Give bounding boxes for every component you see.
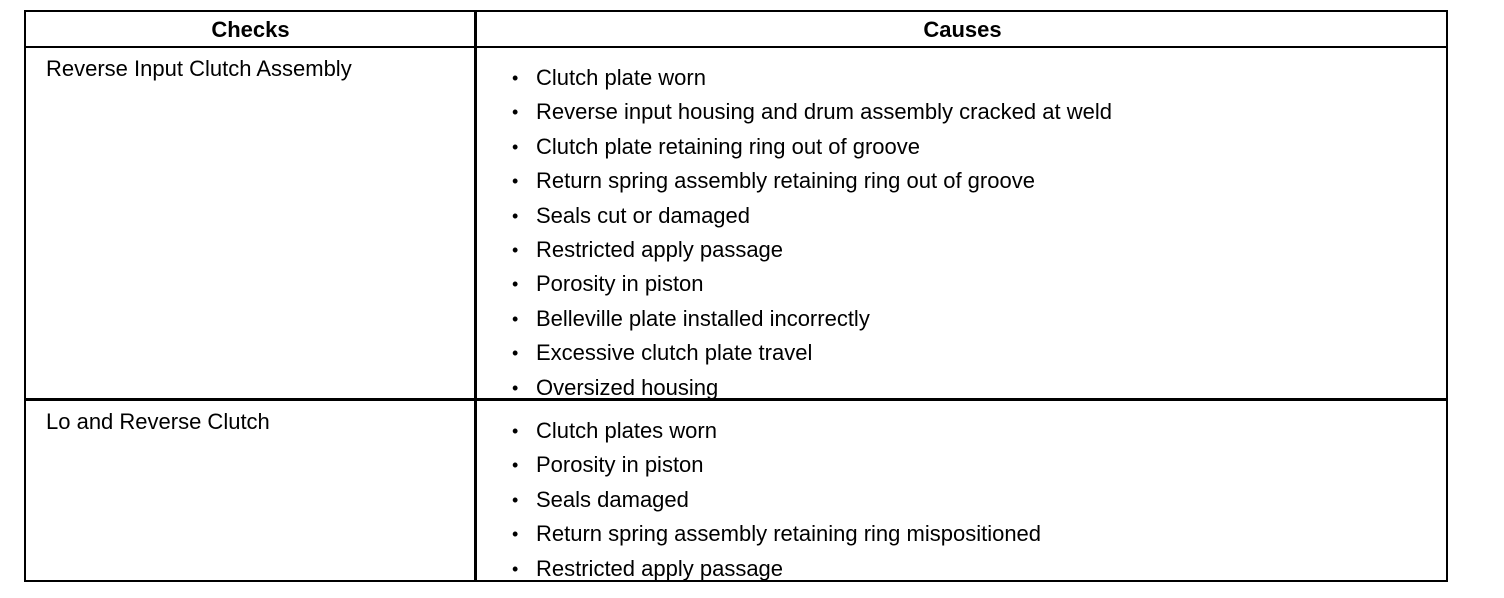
- cause-text: Clutch plate worn: [536, 65, 706, 90]
- cause-text: Porosity in piston: [536, 452, 704, 478]
- bullet-icon: •: [512, 343, 519, 364]
- table-row: [26, 48, 1446, 401]
- bullet-icon: •: [512, 489, 519, 510]
- bullet-icon: •: [512, 421, 519, 441]
- bullet-icon: •: [512, 377, 519, 398]
- cause-text: Belleville plate installed incorrectly: [536, 305, 870, 331]
- cause-text: Return spring assembly retaining ring out of groove: [536, 168, 1035, 194]
- cause-item: [512, 371, 1112, 405]
- cause-item: [512, 336, 1112, 370]
- cause-item: [512, 130, 1112, 164]
- causes-list: [512, 61, 1112, 405]
- cause-item: [512, 483, 1041, 517]
- cause-text: Return spring assembly retaining ring mispositioned: [536, 521, 1042, 547]
- bullet-icon: •: [512, 524, 519, 545]
- cause-item: [512, 517, 1041, 551]
- cause-item: [512, 95, 1112, 129]
- cause-text: Porosity in piston: [536, 271, 704, 297]
- cause-text: Clutch plate retaining ring out of groove: [536, 133, 921, 159]
- bullet-icon: •: [512, 171, 519, 192]
- cause-item: [512, 448, 1041, 482]
- cause-item: [512, 552, 1041, 586]
- bullet-icon: •: [512, 308, 519, 329]
- cause-text: Restricted apply passage: [536, 555, 784, 581]
- header-checks: Checks: [211, 17, 290, 42]
- cause-text: Restricted apply passage: [536, 236, 784, 262]
- table-row: [26, 401, 1446, 580]
- check-cell: Lo and Reverse Clutch: [46, 409, 270, 434]
- table-header-row: [26, 12, 1446, 48]
- cause-item: [512, 302, 1112, 336]
- cause-text: Seals cut or damaged: [536, 202, 751, 228]
- cause-item: [512, 267, 1112, 301]
- cause-item: [512, 61, 1112, 95]
- bullet-icon: •: [512, 558, 519, 579]
- cause-text: Reverse input housing and drum assembly cracked at weld: [536, 99, 1112, 125]
- cause-text: Excessive clutch plate travel: [536, 340, 813, 366]
- cause-text: Clutch plates worn: [536, 418, 717, 443]
- check-cell: Reverse Input Clutch Assembly: [46, 56, 352, 81]
- bullet-icon: •: [512, 274, 519, 295]
- cause-item: [512, 199, 1112, 233]
- bullet-icon: •: [512, 102, 519, 123]
- header-causes: Causes: [923, 17, 1002, 42]
- cause-text: Oversized housing: [536, 374, 719, 400]
- cause-item: [512, 233, 1112, 267]
- causes-list: [512, 414, 1041, 586]
- bullet-icon: •: [512, 136, 519, 157]
- bullet-icon: •: [512, 455, 519, 476]
- bullet-icon: •: [512, 239, 519, 260]
- cause-item: [512, 164, 1112, 198]
- bullet-icon: •: [512, 68, 519, 88]
- diagnosis-table: [24, 10, 1448, 582]
- cause-item: [512, 414, 1041, 448]
- cause-text: Seals damaged: [536, 486, 689, 512]
- bullet-icon: •: [512, 205, 519, 226]
